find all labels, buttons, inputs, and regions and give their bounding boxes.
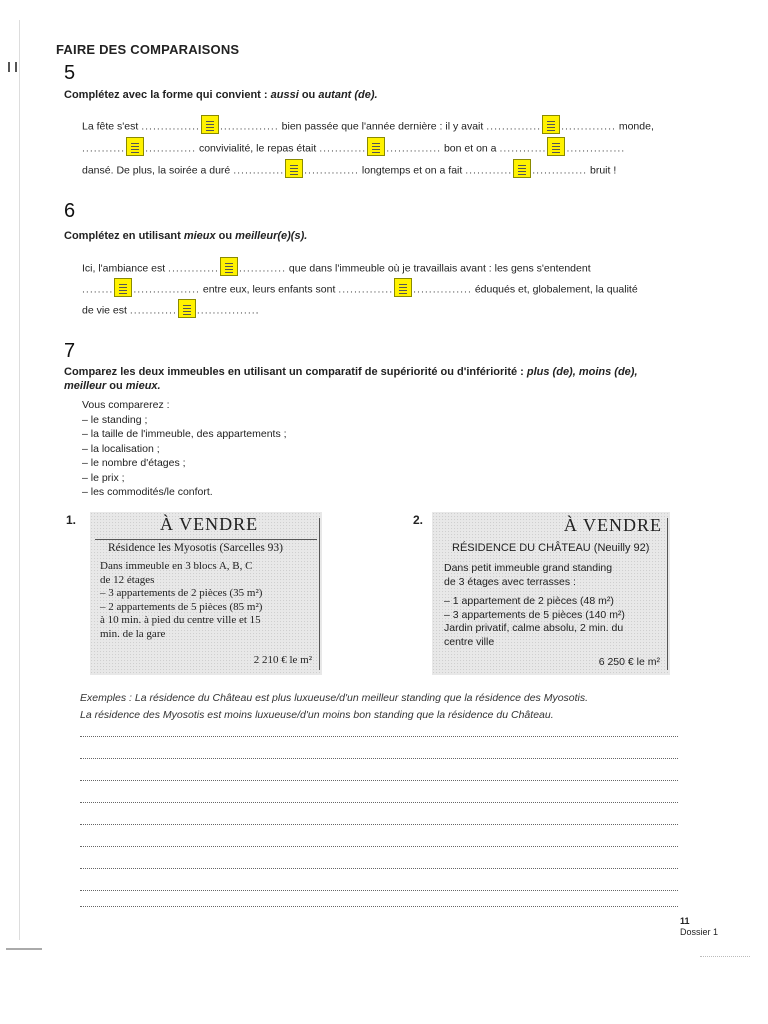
- exercise-6-line-2: ........ ................. entre eux, leurs enfants sont .............. ............... éduqués et, globalement, la qualité: [82, 280, 638, 299]
- ad-1-line: – 3 appartements de 2 pièces (35 m²): [100, 587, 263, 599]
- ad-2-box: [432, 512, 670, 675]
- ad-2-title: À VENDRE: [563, 515, 662, 535]
- note-icon[interactable]: [542, 115, 560, 134]
- ad-1-box: [90, 512, 322, 675]
- answer-line[interactable]: [80, 846, 678, 847]
- exercise-5-instruction: Complétez avec la forme qui convient : aussi ou autant (de).: [64, 89, 378, 101]
- ad-2-line: Dans petit immeuble grand standing: [444, 562, 613, 574]
- answer-line[interactable]: [80, 802, 678, 803]
- exercise-6-line-1: Ici, l'ambiance est ............. ............ que dans l'immeuble où je travaillais avant : les gens s'entendent: [82, 259, 591, 278]
- ad-2-label: 2.: [413, 513, 424, 527]
- corner-scan-mark: [6, 948, 42, 950]
- ad-2-details: [444, 562, 625, 649]
- exercise-5-line-2: ........... ............. convivialité, le repas était ............ .............. bon et on a ............ ...............: [82, 139, 625, 158]
- answer-line[interactable]: [80, 758, 678, 759]
- ad-1-title: À VENDRE: [160, 514, 259, 534]
- ad-2-line: – 3 appartements de 5 pièces (140 m²): [444, 608, 625, 621]
- exercise-7-instruction: Comparez les deux immeubles en utilisant un comparatif de supériorité ou d'infériorité : plus (de), moins (de), meilleur ou mieux.: [64, 366, 638, 392]
- answer-line[interactable]: [80, 906, 678, 907]
- page-number: 11: [680, 916, 690, 926]
- list-item: – les commodités/le confort.: [82, 486, 213, 498]
- ad-1-line: – 2 appartements de 5 pièces (85 m²): [100, 600, 263, 613]
- note-icon[interactable]: [367, 137, 385, 156]
- exercise-6-number: 6: [64, 200, 76, 222]
- ad-1-details: [100, 560, 262, 641]
- ad-2-line: de 3 étages avec terrasses :: [444, 575, 576, 588]
- ad-1-line: à 10 min. à pied du centre ville et 15: [100, 614, 261, 626]
- list-item: – la localisation ;: [82, 442, 160, 455]
- example-line-1: Exemples : La résidence du Château est plus luxueuse/d'un meilleur standing que la résidence des Myosotis.: [80, 692, 589, 704]
- note-icon[interactable]: [285, 159, 303, 178]
- answer-line[interactable]: [80, 890, 678, 891]
- margin-mark: [8, 62, 17, 72]
- ad-2-price: 6 250 € le m²: [598, 656, 660, 668]
- exercise-6-line-3: de vie est ............ ................: [82, 301, 259, 320]
- page-footer: [680, 916, 718, 938]
- list-item: – la taille de l'immeuble, des appartements ;: [82, 428, 287, 440]
- answer-line[interactable]: [80, 868, 678, 869]
- note-icon[interactable]: [201, 115, 219, 134]
- note-icon[interactable]: [394, 278, 412, 297]
- ad-1-subtitle: Résidence les Myosotis (Sarcelles 93): [108, 542, 284, 554]
- exercise-7-number: 7: [64, 340, 76, 362]
- binding-edge: [19, 20, 20, 940]
- list-intro: Vous comparerez :: [82, 399, 170, 411]
- exercise-5-number: 5: [64, 62, 76, 84]
- note-icon[interactable]: [178, 299, 196, 318]
- ad-1-label: 1.: [66, 513, 77, 527]
- note-icon[interactable]: [513, 159, 531, 178]
- note-icon[interactable]: [547, 137, 565, 156]
- ad-1-line: Dans immeuble en 3 blocs A, B, C: [100, 560, 253, 572]
- ad-2-subtitle: RÉSIDENCE DU CHÂTEAU (Neuilly 92): [452, 542, 650, 554]
- footer-rule: [700, 956, 750, 957]
- ad-1-price: 2 210 € le m²: [253, 654, 312, 666]
- ad-1-line: de 12 étages: [100, 573, 155, 586]
- comparison-list: [82, 398, 287, 500]
- ad-2-line: centre ville: [444, 635, 495, 648]
- section-title: FAIRE DES COMPARAISONS: [56, 42, 240, 57]
- ad-1-right-rule: [319, 518, 320, 670]
- ad-1-title-rule: [95, 539, 317, 540]
- ad-2-line: Jardin privatif, calme absolu, 2 min. du: [444, 622, 624, 634]
- note-icon[interactable]: [126, 137, 144, 156]
- note-icon[interactable]: [220, 257, 238, 276]
- note-icon[interactable]: [114, 278, 132, 297]
- list-item: – le standing ;: [82, 413, 148, 426]
- answer-line[interactable]: [80, 780, 678, 781]
- example-line-2: La résidence des Myosotis est moins luxueuse/d'un moins bon standing que la résidence du Château.: [80, 709, 554, 721]
- ad-2-line: – 1 appartement de 2 pièces (48 m²): [444, 595, 614, 607]
- exercise-5-line-3: dansé. De plus, la soirée a duré ............. .............. longtemps et on a fait ............ .............. bruit !: [82, 161, 616, 180]
- dossier-label: Dossier 1: [680, 927, 719, 937]
- answer-line[interactable]: [80, 824, 678, 825]
- answer-line[interactable]: [80, 736, 678, 737]
- ad-1-line: min. de la gare: [100, 627, 166, 640]
- exercise-6-instruction: Complétez en utilisant mieux ou meilleur(e)(s).: [64, 230, 308, 242]
- list-item: – le nombre d'étages ;: [82, 457, 186, 469]
- list-item: – le prix ;: [82, 471, 125, 484]
- ad-2-right-rule: [667, 518, 668, 670]
- exercise-5-line-1: La fête s'est ............... ............... bien passée que l'année dernière : il y avait .............. .............. monde,: [82, 117, 654, 136]
